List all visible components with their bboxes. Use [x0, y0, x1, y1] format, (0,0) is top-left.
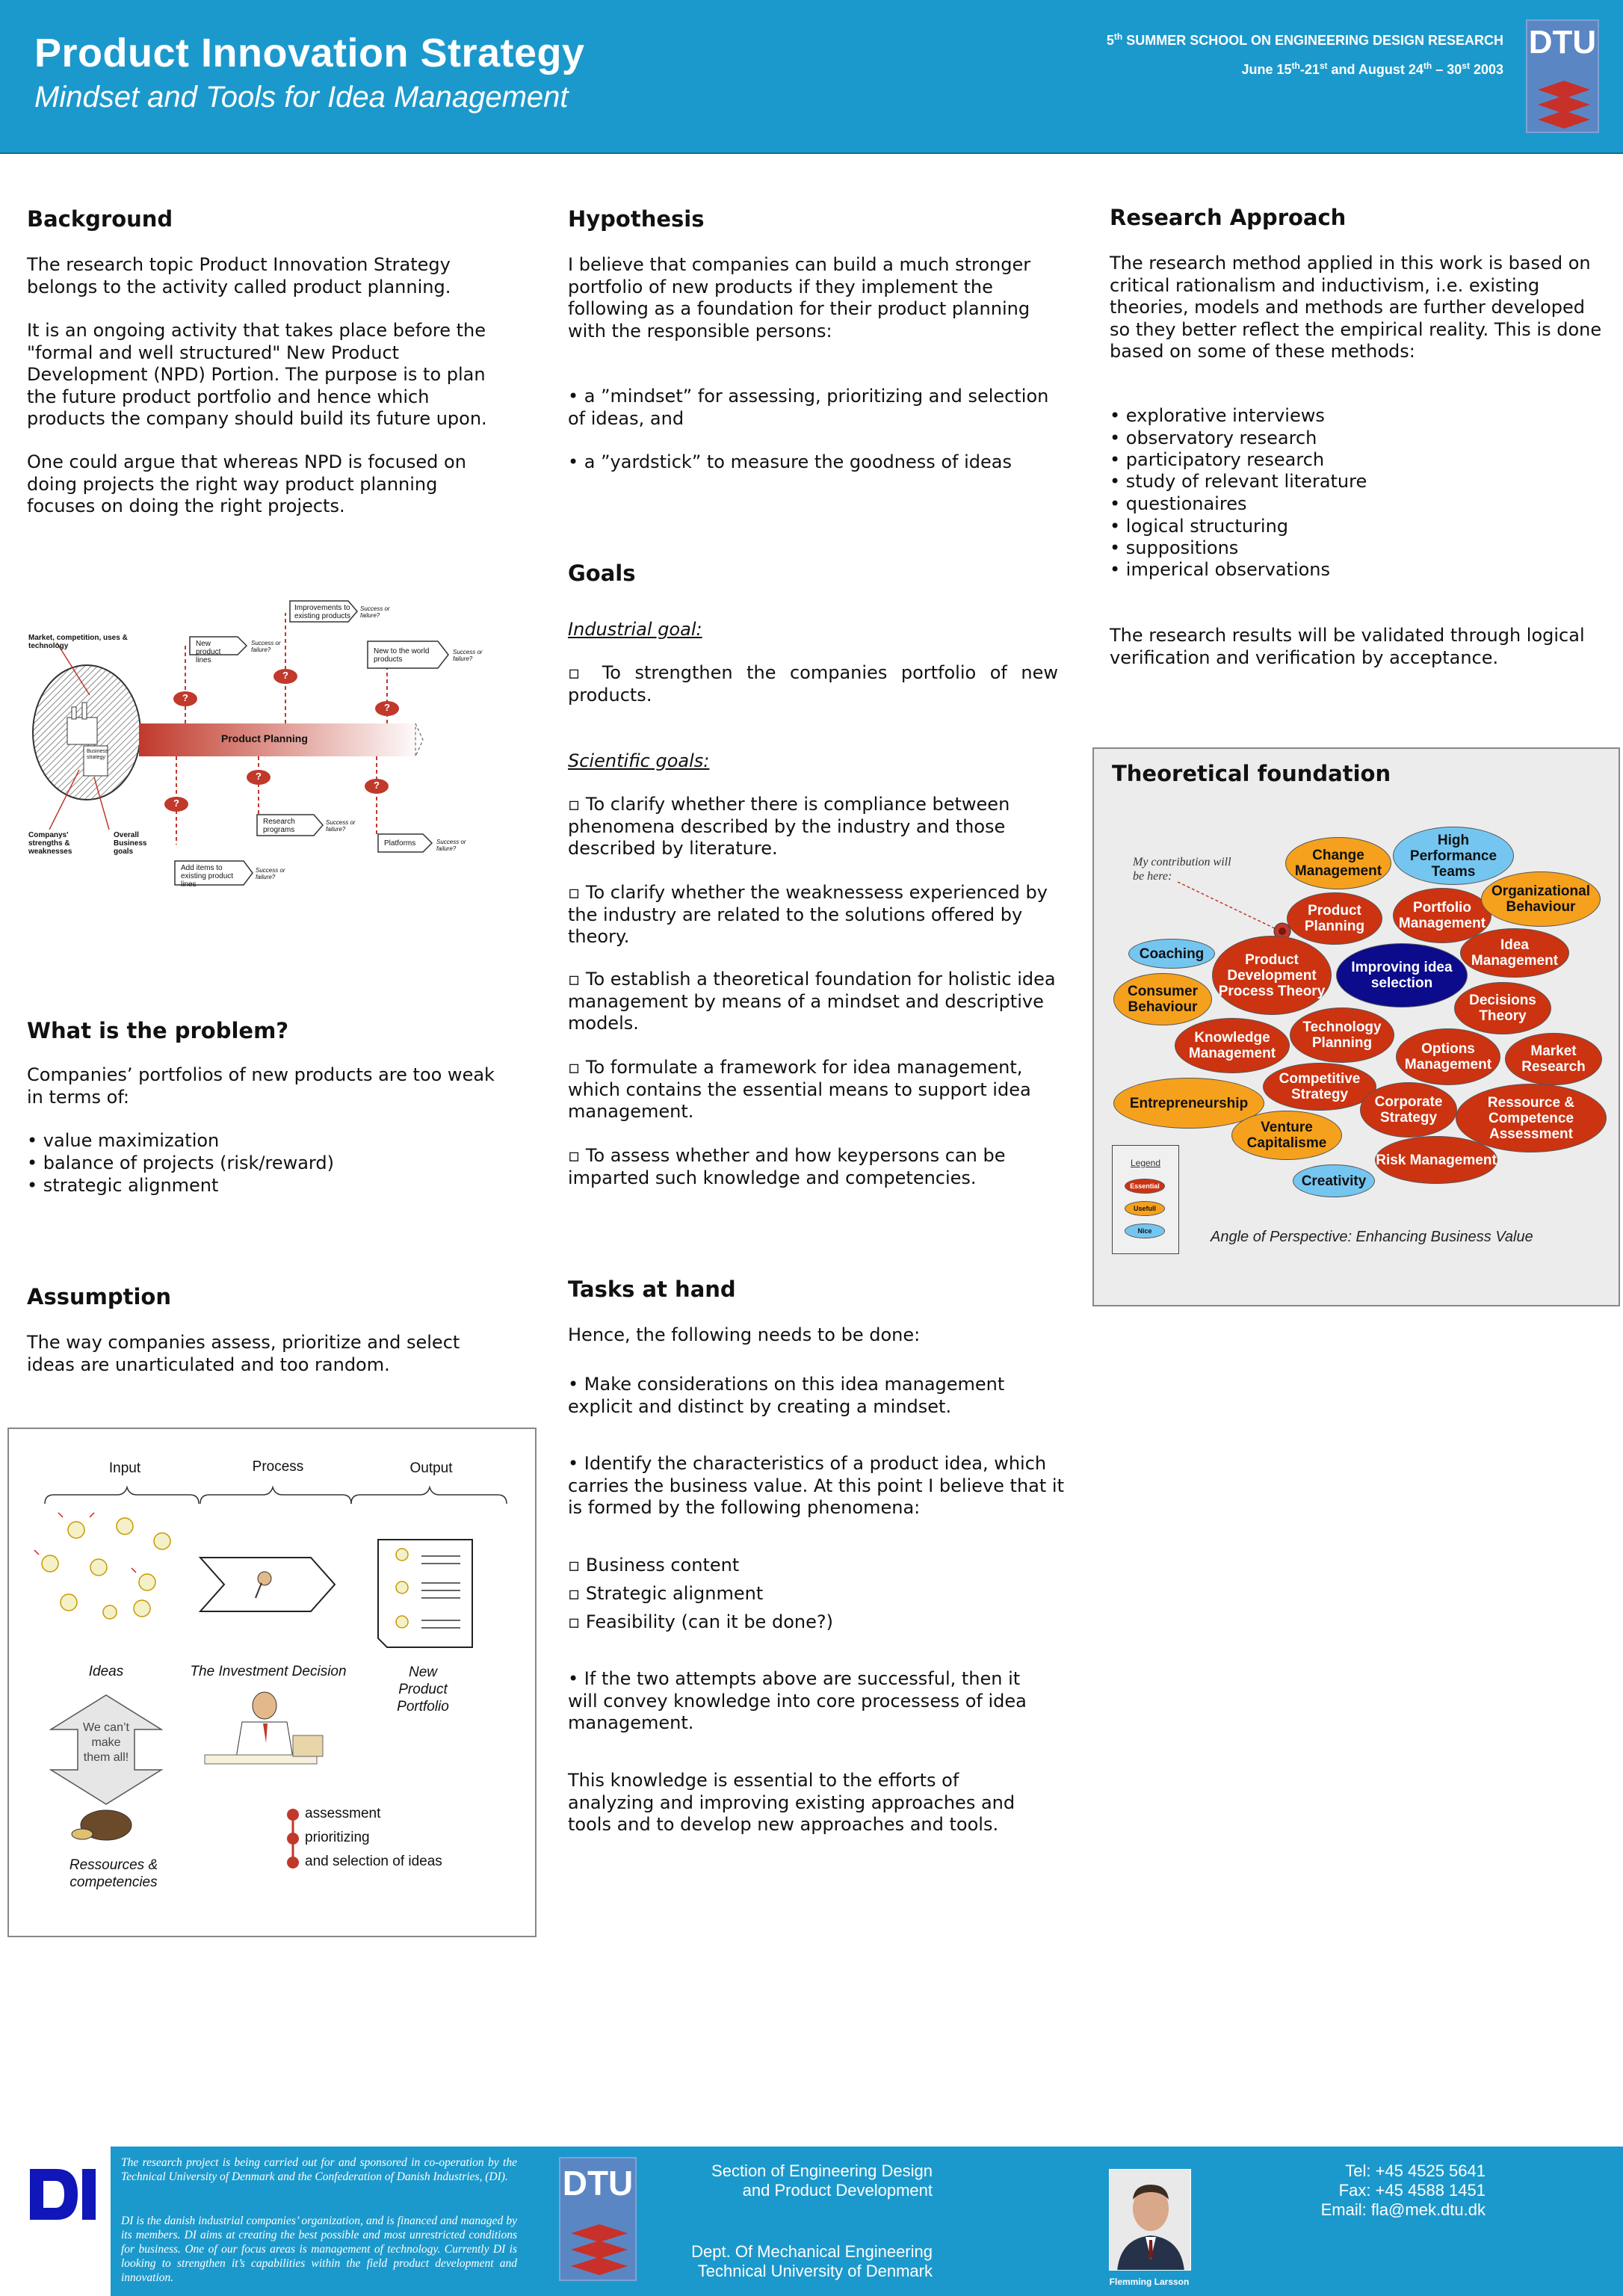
success-1: Success or failure?: [251, 640, 281, 653]
research-bullet-4: • study of relevant literature: [1110, 471, 1367, 492]
dtu-logo-header: [1526, 19, 1599, 133]
date-b: -21: [1299, 62, 1320, 77]
output-label: Output: [409, 1460, 453, 1476]
node-competitive-strategy: Competitive Strategy: [1263, 1063, 1376, 1111]
research-label: Research programs: [263, 818, 295, 834]
step-prioritizing: prioritizing: [305, 1830, 370, 1845]
resources-label: Ressources & competencies: [69, 1857, 158, 1890]
tasks-b2: • Identify the characteristics of a product idea, which carries the business value. At this point I believe that it is formed by the following phenomena:: [568, 1453, 1064, 1518]
date-sup-3: th: [1423, 61, 1432, 71]
improvements-label: Improvements to existing products: [294, 604, 351, 620]
add-items-label: Add items to existing product lines: [181, 864, 234, 889]
date-sup-1: th: [1291, 61, 1300, 71]
goals-label: Overall Business goals: [114, 831, 147, 856]
tasks-b1: • Make considerations on this idea management explicit and distinct by creating a mindset.: [568, 1374, 1005, 1417]
business-strategy-label: Business strategy: [87, 749, 108, 760]
node-risk-management: Risk Management: [1375, 1136, 1497, 1184]
school-line-2: [1107, 53, 1503, 82]
node-market-research: Market Research: [1505, 1033, 1602, 1085]
problem-p1: Companies’ portfolios of new products are too weak in terms of:: [27, 1064, 495, 1108]
research-bullet-8: • imperical observations: [1110, 559, 1331, 580]
research-bullet-1: • explorative interviews: [1110, 405, 1325, 426]
tasks-p1: Hence, the following needs to be done:: [568, 1324, 921, 1345]
hypothesis-b1: • a ”mindset” for assessing, prioritizing and selection of ideas, and: [568, 386, 1049, 429]
node-resource-competence: Ressource & Competence Assessment: [1456, 1084, 1607, 1152]
problem-bullet-1: • value maximization: [27, 1130, 220, 1151]
legend-usefull: Usefull: [1125, 1201, 1165, 1216]
investment-label: The Investment Decision: [190, 1664, 347, 1679]
new-product-lines-label: New product lines: [196, 640, 221, 664]
node-corporate-strategy: Corporate Strategy: [1360, 1082, 1457, 1138]
footer-section-2: and Product Development: [742, 2181, 933, 2200]
date-a: June 15: [1241, 62, 1292, 77]
node-knowledge-management: Knowledge Management: [1175, 1018, 1290, 1073]
school-num-sup: th: [1113, 31, 1123, 42]
question-2: ?: [282, 670, 288, 681]
research-title: Research Approach: [1110, 205, 1347, 230]
dtu-logo-footer-text: DTU: [562, 2164, 634, 2203]
person-photo: [1109, 2169, 1191, 2271]
research-p2: The research results will be validated through logical verification and verification by acceptance.: [1110, 625, 1585, 668]
question-1: ?: [182, 692, 188, 703]
industrial-goal-label: Industrial goal:: [568, 619, 702, 640]
node-organizational-behaviour: Organizational Behaviour: [1481, 871, 1601, 927]
hypothesis-title: Hypothesis: [568, 206, 705, 232]
background-p3: One could argue that whereas NPD is focused on doing projects the right way product planning focuses on doing the right projects.: [27, 451, 466, 516]
node-high-performance-teams: High Performance Teams: [1393, 827, 1514, 885]
dtu-logo-text: DTU: [1528, 24, 1597, 61]
research-bullet-3: • participatory research: [1110, 449, 1325, 470]
hypothesis-p1: I believe that companies can build a much stronger portfolio of new products if they implement the following as a foundation for their product planning with the responsible persons:: [568, 254, 1031, 342]
product-planning-diagram: [27, 590, 520, 912]
strengths-label: Companys' strengths & weaknesses: [28, 831, 72, 856]
footer-tel: Tel: +45 4525 5641: [1345, 2161, 1486, 2180]
process-label: Process: [252, 1459, 304, 1475]
date-d: – 30: [1432, 62, 1462, 77]
node-pdp-theory: Product Development Process Theory: [1212, 936, 1332, 1015]
contribution-note: My contribution will be here:: [1133, 856, 1231, 883]
research-bullet-7: • suppositions: [1110, 537, 1239, 558]
node-options-management: Options Management: [1396, 1028, 1500, 1085]
school-name: SUMMER SCHOOL ON ENGINEERING DESIGN RESEARCH: [1126, 33, 1503, 48]
success-3: Success or failure?: [453, 649, 483, 662]
tasks-b3: • If the two attempts above are successful, then it will convey knowledge into core processess of idea management.: [568, 1668, 1027, 1733]
scientific-goal-3: ▫ To establish a theoretical foundation for holistic idea management by means of a mindset and descriptive models.: [568, 969, 1056, 1034]
footer-section-1: Section of Engineering Design: [711, 2161, 933, 2180]
scientific-goal-5: ▫ To assess whether and how keypersons can be imparted such knowledge and competencies.: [568, 1145, 1006, 1188]
tasks-sub-3: ▫ Feasibility (can it be done?): [568, 1611, 833, 1632]
portfolio-label: New Product Portfolio: [397, 1664, 449, 1715]
background-p1: The research topic Product Innovation Strategy belongs to the activity called product planning.: [27, 254, 451, 297]
footer-dept-1: Dept. Of Mechanical Engineering: [691, 2242, 933, 2261]
problem-bullet-3: • strategic alignment: [27, 1175, 219, 1196]
new-world-label: New to the world products: [374, 647, 430, 664]
process-diagram-box: [7, 1428, 537, 1937]
legend-nice: Nice: [1125, 1223, 1165, 1238]
node-improving-idea-selection: Improving idea selection: [1336, 943, 1468, 1007]
tasks-p2: This knowledge is essential to the efforts of analyzing and improving existing approaches and tools and to develop new approaches and tools.: [568, 1770, 1015, 1835]
industrial-goal: ▫ To strengthen the companies portfolio of new products.: [568, 662, 1058, 706]
poster-header: [0, 0, 1623, 154]
assumption-p1: The way companies assess, prioritize and select ideas are unarticulated and too random.: [27, 1332, 460, 1375]
node-decisions-theory: Decisions Theory: [1454, 982, 1551, 1034]
angle-of-perspective: Angle of Perspective: Enhancing Business Value: [1211, 1229, 1533, 1245]
success-2: Success or failure?: [360, 605, 390, 619]
node-idea-management: Idea Management: [1460, 928, 1569, 978]
background-title: Background: [27, 206, 173, 232]
success-5: Success or failure?: [436, 839, 466, 852]
node-product-planning: Product Planning: [1287, 892, 1382, 945]
research-bullet-2: • observatory research: [1110, 428, 1317, 448]
platforms-label: Platforms: [384, 839, 416, 848]
footer-fax: Fax: +45 4588 1451: [1338, 2181, 1486, 2200]
person-name: Flemming Larsson: [1109, 2277, 1190, 2287]
node-change-management: Change Management: [1285, 837, 1391, 889]
node-entrepreneurship: Entrepreneurship: [1113, 1078, 1264, 1129]
cant-make-label: We can’t make them all!: [83, 1721, 129, 1764]
date-sup-2: st: [1319, 61, 1328, 71]
research-bullet-6: • logical structuring: [1110, 516, 1289, 537]
footer-email[interactable]: Email: fla@mek.dtu.dk: [1320, 2200, 1486, 2219]
problem-title: What is the problem?: [27, 1018, 289, 1043]
legend-box: [1112, 1145, 1179, 1254]
school-line-1: [1107, 24, 1503, 53]
node-venture-capitalisme: Venture Capitalisme: [1231, 1111, 1342, 1160]
theoretical-foundation-box: [1092, 747, 1620, 1306]
question-5: ?: [256, 771, 262, 782]
input-label: Input: [108, 1460, 141, 1476]
scientific-goal-1: ▫ To clarify whether there is compliance between phenomena described by the industry and those described by literature.: [568, 794, 1010, 859]
dtu-logo-footer-mark: [560, 2158, 638, 2283]
footer-di-p1: The research project is being carried out for and sponsored in co-operation by the Technical University of Denmark and the Confederation of Danish Industries, (DI).: [121, 2156, 517, 2183]
school-num: 5: [1106, 33, 1114, 48]
success-6: Success or failure?: [256, 867, 285, 880]
di-logo-graphic: [27, 2164, 99, 2224]
research-p1: The research method applied in this work is based on critical rationalism and inductivism, i.e. existing theories, models and methods are further developed so they better reflect the empirical reality. This is done based on some of these methods:: [1110, 253, 1602, 362]
product-planning-label: Product Planning: [221, 732, 308, 744]
node-portfolio-management: Portfolio Management: [1393, 888, 1491, 943]
ideas-label: Ideas: [88, 1664, 124, 1679]
node-creativity: Creativity: [1293, 1164, 1375, 1197]
legend-title: Legend: [1130, 1158, 1161, 1168]
dtu-logo-mark: [1527, 21, 1601, 135]
date-sup-4: st: [1462, 61, 1470, 71]
goals-title: Goals: [568, 561, 636, 586]
step-assessment: assessment: [305, 1806, 381, 1821]
node-coaching: Coaching: [1128, 939, 1215, 969]
legend-essential: Essential: [1125, 1179, 1165, 1194]
person-photo-graphic: [1110, 2170, 1191, 2271]
hypothesis-b2: • a ”yardstick” to measure the goodness of ideas: [568, 451, 1013, 472]
market-label: Market, competition, uses & technology: [28, 634, 128, 650]
success-4: Success or failure?: [326, 819, 356, 833]
date-e: 2003: [1469, 62, 1503, 77]
assumption-title: Assumption: [27, 1284, 171, 1309]
date-c: and August 24: [1327, 62, 1423, 77]
tasks-title: Tasks at hand: [568, 1277, 736, 1302]
footer-di-p2: DI is the danish industrial companies’ organization, and is financed and managed by its members. DI aims at creating the best possible and most unrestricted conditions for business. One of our focus areas is management of technology. Currently DI is looking to strengthen it’s capabilities within the field product development and innovation.: [121, 2215, 517, 2284]
question-3: ?: [384, 702, 390, 713]
summer-school-info: [1107, 24, 1503, 82]
poster-subtitle: Mindset and Tools for Idea Management: [34, 81, 569, 114]
node-consumer-behaviour: Consumer Behaviour: [1113, 973, 1212, 1025]
footer-dept-2: Technical University of Denmark: [697, 2262, 933, 2280]
problem-bullet-2: • balance of projects (risk/reward): [27, 1152, 334, 1173]
question-6: ?: [374, 780, 380, 791]
poster-title: Product Innovation Strategy: [34, 31, 585, 75]
scientific-goal-4: ▫ To formulate a framework for idea management, which contains the essential means to support idea management.: [568, 1057, 1031, 1122]
poster-footer: [111, 2147, 1623, 2296]
research-bullet-5: • questionaires: [1110, 493, 1247, 514]
dtu-logo-footer: [559, 2157, 637, 2281]
tasks-sub-1: ▫ Business content: [568, 1555, 740, 1576]
step-selection: and selection of ideas: [305, 1854, 442, 1869]
background-p2: It is an ongoing activity that takes place before the "formal and well structured" New Product Development (NPD) Portion. The purpose is to plan the future product portfolio and hence which products the company should build its future upon.: [27, 320, 487, 429]
di-logo: [27, 2164, 99, 2224]
theory-title: Theoretical foundation: [1112, 761, 1391, 786]
question-4: ?: [173, 797, 179, 809]
node-technology-planning: Technology Planning: [1290, 1007, 1394, 1063]
tasks-sub-2: ▫ Strategic alignment: [568, 1583, 764, 1604]
scientific-goals-label: Scientific goals:: [568, 750, 710, 771]
scientific-goal-2: ▫ To clarify whether the weaknessess experienced by the industry are related to the solutions offered by theory.: [568, 882, 1048, 947]
